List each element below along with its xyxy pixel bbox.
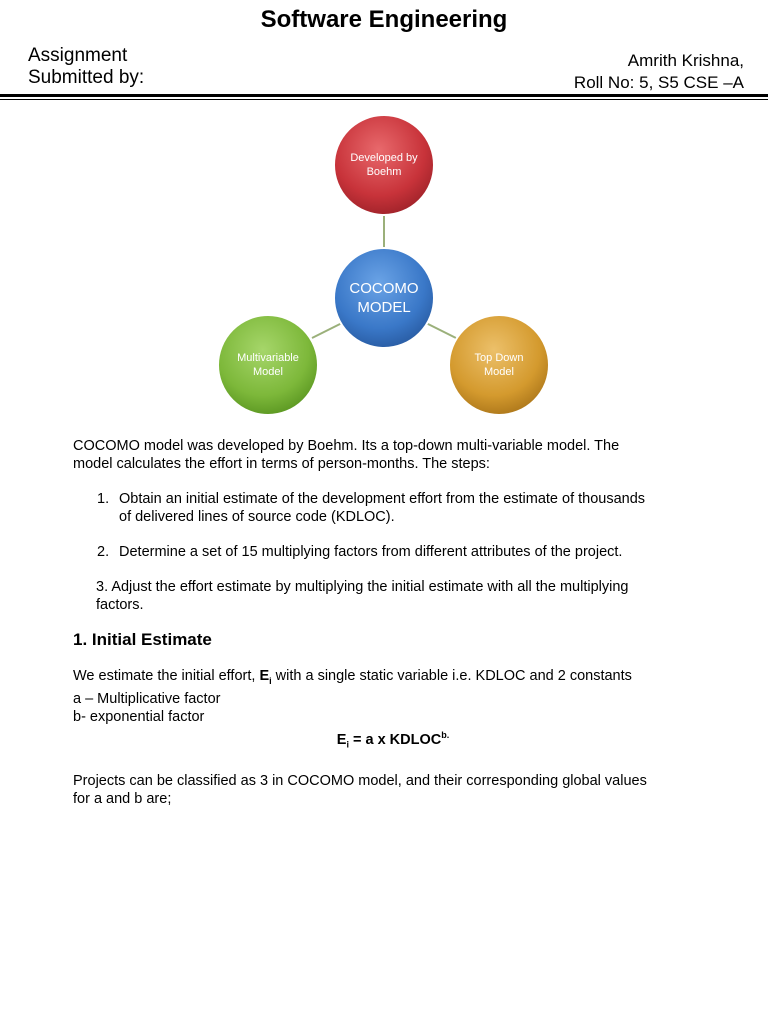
- node-left-label-1: Multivariable: [237, 352, 299, 364]
- step-3-line-2: factors.: [96, 597, 144, 613]
- intro-line-2: model calculates the effort in terms of person-months. The steps:: [73, 456, 490, 472]
- node-cocomo-model: [334, 248, 434, 348]
- step-1-line-1: Obtain an initial estimate of the development effort from the estimate of thousands: [119, 491, 646, 507]
- author-roll: Roll No: 5, S5 CSE –A: [573, 73, 744, 92]
- document-title: Software Engineering: [260, 6, 508, 33]
- formula-lhs: E: [336, 731, 347, 748]
- author-name: Amrith Krishna,: [627, 51, 744, 70]
- connector-right: [426, 323, 456, 338]
- estimate-line-1-pre: We estimate the initial effort,: [73, 668, 260, 684]
- header-rule-thick: [0, 94, 768, 97]
- node-left-label-2: Model: [253, 366, 283, 378]
- step-item-2: [73, 543, 713, 561]
- closing-line-2: for a and b are;: [73, 790, 172, 807]
- step-3-line-1: 3. Adjust the effort estimate by multiplying the initial estimate with all the multiplying: [96, 579, 629, 595]
- node-top-label-2: Boehm: [366, 166, 402, 178]
- step-number-1: 1.: [97, 491, 110, 507]
- node-top-down-model: [449, 315, 549, 415]
- assignment-label-line2: Submitted by:: [28, 67, 145, 88]
- node-right-label-2: Model: [484, 366, 514, 378]
- estimate-line-2: a – Multiplicative factor: [73, 690, 221, 707]
- steps-list: [73, 490, 713, 614]
- effort-formula: [73, 726, 713, 754]
- closing-paragraph: [73, 772, 713, 808]
- assignment-label-line1: Assignment: [28, 45, 128, 66]
- step-1-line-2: of delivered lines of source code (KDLOC).: [119, 509, 395, 525]
- estimate-line-1-post: with a single static variable i.e. KDLOC and 2 constants: [271, 668, 632, 684]
- step-number-2: 2.: [97, 544, 110, 560]
- formula-lhs-subscript: i: [346, 739, 349, 750]
- node-center-label-2: MODEL: [357, 299, 411, 316]
- assignment-label: [28, 45, 144, 89]
- estimate-line-3: b- exponential factor: [73, 708, 205, 725]
- document-body: [73, 437, 713, 808]
- section-heading: 1. Initial Estimate: [73, 630, 212, 649]
- connector-left: [312, 323, 342, 338]
- cocomo-diagram: [0, 105, 768, 420]
- node-multivariable-model: [218, 315, 318, 415]
- intro-line-1: COCOMO model was developed by Boehm. Its a top-down multi-variable model. The: [73, 438, 620, 454]
- estimate-variable: [259, 668, 271, 684]
- node-top-label-1: Developed by: [350, 152, 418, 164]
- intro-paragraph: [73, 437, 713, 473]
- node-developed-by-boehm: [334, 115, 434, 215]
- estimate-paragraph: [73, 667, 713, 726]
- node-center-label-1: COCOMO: [349, 280, 419, 297]
- estimate-variable-letter: E: [259, 668, 270, 684]
- formula-rhs: = a x KDLOC: [348, 731, 442, 748]
- step-item-1: [73, 490, 713, 526]
- author-info: [574, 50, 744, 94]
- estimate-variable-subscript: i: [269, 675, 272, 686]
- formula-exponent: b.: [441, 729, 450, 740]
- step-item-3: [73, 578, 713, 614]
- header-rule-thin: [0, 99, 768, 100]
- step-2-line-1: Determine a set of 15 multiplying factors from different attributes of the project.: [119, 544, 623, 560]
- node-right-label-1: Top Down: [474, 352, 524, 364]
- closing-line-1: Projects can be classified as 3 in COCOMO model, and their corresponding global values: [73, 772, 647, 789]
